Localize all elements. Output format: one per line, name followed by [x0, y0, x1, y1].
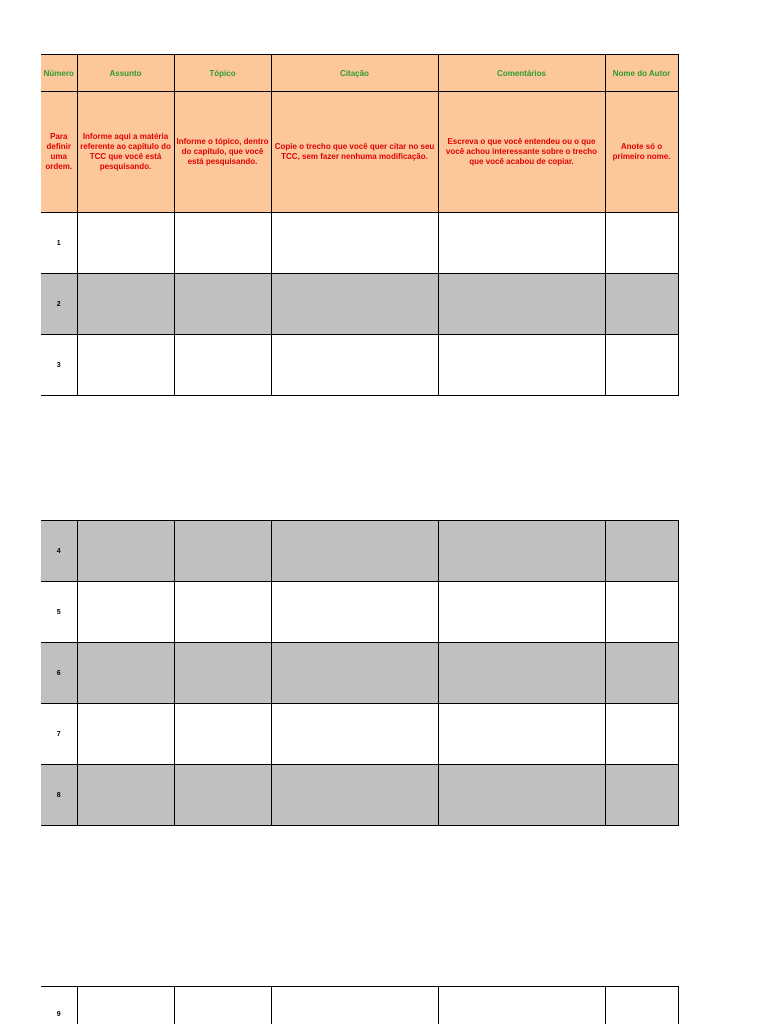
cell-topico[interactable]	[174, 582, 271, 643]
cell-comentarios[interactable]	[438, 213, 605, 274]
cell-comentarios[interactable]	[438, 521, 605, 582]
cell-citacao[interactable]	[271, 521, 438, 582]
header-comentarios: Comentários	[438, 55, 605, 92]
cell-topico[interactable]	[174, 765, 271, 826]
cell-topico[interactable]	[174, 521, 271, 582]
cell-assunto[interactable]	[77, 704, 174, 765]
table-row	[41, 213, 678, 274]
header-row	[41, 55, 678, 92]
row-number: 1	[41, 213, 77, 274]
description-assunto: Informe aqui a matéria referente ao capítulo do TCC que você está pesquisando.	[77, 92, 174, 213]
description-autor: Anote só o primeiro nome.	[605, 92, 678, 213]
cell-comentarios[interactable]	[438, 335, 605, 396]
cell-autor[interactable]	[605, 704, 678, 765]
table-row	[41, 521, 678, 582]
cell-topico[interactable]	[174, 704, 271, 765]
cell-topico[interactable]	[174, 643, 271, 704]
table-row	[41, 987, 678, 1024]
citation-table-part-3	[41, 986, 679, 1024]
cell-autor[interactable]	[605, 765, 678, 826]
cell-citacao[interactable]	[271, 643, 438, 704]
header-assunto: Assunto	[77, 55, 174, 92]
row-number: 4	[41, 521, 77, 582]
row-number: 9	[41, 987, 77, 1024]
cell-assunto[interactable]	[77, 987, 174, 1024]
cell-comentarios[interactable]	[438, 765, 605, 826]
table-row	[41, 704, 678, 765]
cell-citacao[interactable]	[271, 213, 438, 274]
cell-assunto[interactable]	[77, 765, 174, 826]
cell-assunto[interactable]	[77, 582, 174, 643]
cell-comentarios[interactable]	[438, 274, 605, 335]
description-comentarios: Escreva o que você entendeu ou o que você achou interessante sobre o trecho que você acabou de copiar.	[438, 92, 605, 213]
header-autor: Nome do Autor	[605, 55, 678, 92]
cell-citacao[interactable]	[271, 582, 438, 643]
description-topico: Informe o tópico, dentro do capítulo, que você está pesquisando.	[174, 92, 271, 213]
citation-table-part-1	[41, 54, 679, 396]
cell-assunto[interactable]	[77, 274, 174, 335]
cell-topico[interactable]	[174, 987, 271, 1024]
cell-citacao[interactable]	[271, 987, 438, 1024]
row-number: 7	[41, 704, 77, 765]
cell-citacao[interactable]	[271, 765, 438, 826]
cell-comentarios[interactable]	[438, 704, 605, 765]
cell-assunto[interactable]	[77, 335, 174, 396]
table-row	[41, 765, 678, 826]
cell-autor[interactable]	[605, 274, 678, 335]
row-number: 3	[41, 335, 77, 396]
header-numero: Número	[41, 55, 77, 92]
header-citacao: Citação	[271, 55, 438, 92]
cell-autor[interactable]	[605, 987, 678, 1024]
cell-autor[interactable]	[605, 521, 678, 582]
cell-citacao[interactable]	[271, 335, 438, 396]
description-row	[41, 92, 678, 213]
table-row	[41, 643, 678, 704]
table-row	[41, 274, 678, 335]
description-numero: Para definir uma ordem.	[41, 92, 77, 213]
cell-topico[interactable]	[174, 335, 271, 396]
cell-autor[interactable]	[605, 213, 678, 274]
cell-comentarios[interactable]	[438, 987, 605, 1024]
row-number: 5	[41, 582, 77, 643]
cell-citacao[interactable]	[271, 704, 438, 765]
table-row	[41, 582, 678, 643]
cell-comentarios[interactable]	[438, 643, 605, 704]
table-row	[41, 335, 678, 396]
cell-assunto[interactable]	[77, 521, 174, 582]
description-citacao: Copie o trecho que você quer citar no seu TCC, sem fazer nenhuma modificação.	[271, 92, 438, 213]
row-number: 8	[41, 765, 77, 826]
cell-comentarios[interactable]	[438, 582, 605, 643]
cell-topico[interactable]	[174, 213, 271, 274]
cell-citacao[interactable]	[271, 274, 438, 335]
cell-topico[interactable]	[174, 274, 271, 335]
citation-table-part-2	[41, 520, 679, 826]
cell-autor[interactable]	[605, 582, 678, 643]
cell-assunto[interactable]	[77, 643, 174, 704]
cell-autor[interactable]	[605, 335, 678, 396]
row-number: 6	[41, 643, 77, 704]
cell-autor[interactable]	[605, 643, 678, 704]
row-number: 2	[41, 274, 77, 335]
cell-assunto[interactable]	[77, 213, 174, 274]
header-topico: Tópico	[174, 55, 271, 92]
